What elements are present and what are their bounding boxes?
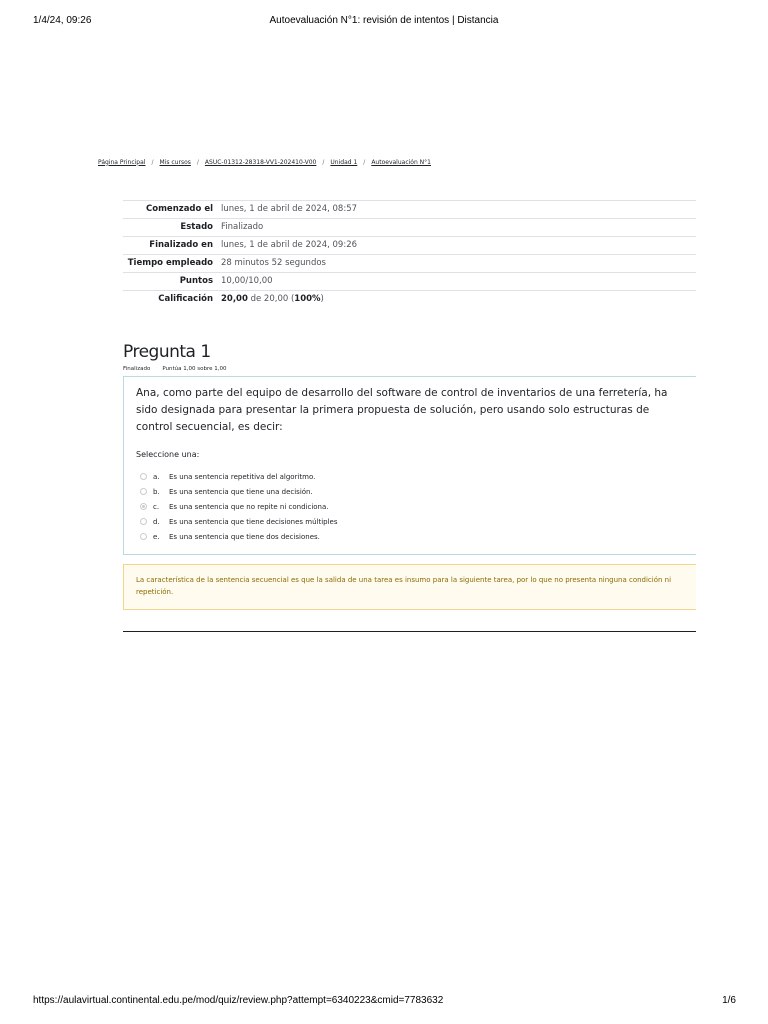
answer-text: Es una sentencia que tiene dos decisiones. bbox=[169, 532, 320, 541]
radio-button[interactable] bbox=[140, 473, 147, 480]
summary-value: lunes, 1 de abril de 2024, 08:57 bbox=[221, 204, 358, 214]
summary-label: Estado bbox=[180, 222, 213, 232]
feedback-text: La característica de la sentencia secuencial es que la salida de una tarea es insumo para la siguiente tarea, por lo que no presenta ninguna condición ni repetición. bbox=[136, 576, 672, 596]
answer-letter: b. bbox=[153, 487, 160, 496]
print-page-title: Autoevaluación N°1: revisión de intentos | Distancia bbox=[269, 15, 499, 26]
answer-letter: c. bbox=[153, 502, 160, 511]
breadcrumb-home[interactable]: Página Principal bbox=[98, 158, 146, 166]
summary-label: Finalizado en bbox=[149, 240, 213, 250]
breadcrumb-my-courses[interactable]: Mis cursos bbox=[159, 158, 191, 166]
question-mark: Puntúa 1,00 sobre 1,00 bbox=[162, 366, 227, 372]
summary-row-completed bbox=[123, 237, 696, 255]
summary-row-time-taken bbox=[123, 255, 696, 273]
print-page-number: 1/6 bbox=[722, 995, 736, 1006]
grade-close: ) bbox=[320, 294, 324, 304]
answer-letter: e. bbox=[153, 532, 160, 541]
breadcrumb-separator: / bbox=[322, 158, 325, 166]
grade-value: 20,00 bbox=[221, 294, 248, 304]
summary-row-state bbox=[123, 219, 696, 237]
answer-letter: a. bbox=[153, 472, 160, 481]
breadcrumb-quiz[interactable]: Autoevaluación N°1 bbox=[371, 158, 431, 166]
question-title: Pregunta 1 bbox=[123, 342, 211, 362]
print-date: 1/4/24, 09:26 bbox=[33, 15, 92, 26]
print-header bbox=[0, 15, 768, 31]
radio-button[interactable] bbox=[140, 533, 147, 540]
summary-label: Calificación bbox=[158, 294, 213, 304]
summary-value: 10,00/10,00 bbox=[221, 276, 273, 286]
radio-button[interactable] bbox=[140, 518, 147, 525]
answer-option-a[interactable] bbox=[140, 469, 338, 484]
breadcrumb bbox=[98, 156, 431, 168]
summary-row-started bbox=[123, 201, 696, 219]
answer-option-e[interactable] bbox=[140, 529, 338, 544]
question-divider bbox=[123, 631, 696, 632]
question-state: Finalizado bbox=[123, 366, 151, 372]
general-feedback bbox=[123, 564, 696, 610]
radio-button[interactable] bbox=[140, 488, 147, 495]
question-content bbox=[123, 376, 696, 555]
breadcrumb-separator: / bbox=[151, 158, 154, 166]
attempt-summary-table bbox=[123, 200, 696, 308]
summary-label: Tiempo empleado bbox=[127, 258, 213, 268]
breadcrumb-separator: / bbox=[196, 158, 199, 166]
grade-percent: 100% bbox=[294, 294, 321, 304]
answer-option-d[interactable] bbox=[140, 514, 338, 529]
summary-label: Comenzado el bbox=[146, 204, 213, 214]
answer-option-b[interactable] bbox=[140, 484, 338, 499]
breadcrumb-separator: / bbox=[363, 158, 366, 166]
summary-label: Puntos bbox=[179, 276, 213, 286]
question-text: Ana, como parte del equipo de desarrollo del software de control de inventarios de una ferretería, ha sido designada para presentar la primera propuesta de solución, pero usando solo estructuras de control secuencial, es decir: bbox=[136, 387, 668, 433]
answer-prompt: Seleccione una: bbox=[136, 450, 200, 459]
grade-of: de 20,00 ( bbox=[250, 294, 295, 304]
summary-value: Finalizado bbox=[221, 222, 264, 232]
print-url: https://aulavirtual.continental.edu.pe/mod/quiz/review.php?attempt=6340223&cmid=7783632 bbox=[33, 995, 444, 1006]
answer-list bbox=[140, 469, 338, 544]
breadcrumb-course[interactable]: ASUC-01312-28318-VV1-202410-V00 bbox=[204, 158, 317, 166]
answer-text: Es una sentencia que tiene decisiones múltiples bbox=[169, 517, 338, 526]
summary-value bbox=[217, 291, 696, 309]
summary-value: lunes, 1 de abril de 2024, 09:26 bbox=[221, 240, 358, 250]
print-footer bbox=[0, 995, 768, 1011]
radio-button-selected[interactable] bbox=[140, 503, 147, 510]
question-info bbox=[123, 366, 227, 372]
breadcrumb-unit[interactable]: Unidad 1 bbox=[330, 158, 358, 166]
summary-value: 28 minutos 52 segundos bbox=[221, 258, 326, 268]
answer-text: Es una sentencia que tiene una decisión. bbox=[169, 487, 313, 496]
answer-text: Es una sentencia que no repite ni condiciona. bbox=[169, 502, 329, 511]
answer-letter: d. bbox=[153, 517, 160, 526]
answer-option-c[interactable] bbox=[140, 499, 338, 514]
answer-text: Es una sentencia repetitiva del algoritmo. bbox=[169, 472, 316, 481]
summary-row-marks bbox=[123, 273, 696, 291]
summary-row-grade bbox=[123, 291, 696, 309]
